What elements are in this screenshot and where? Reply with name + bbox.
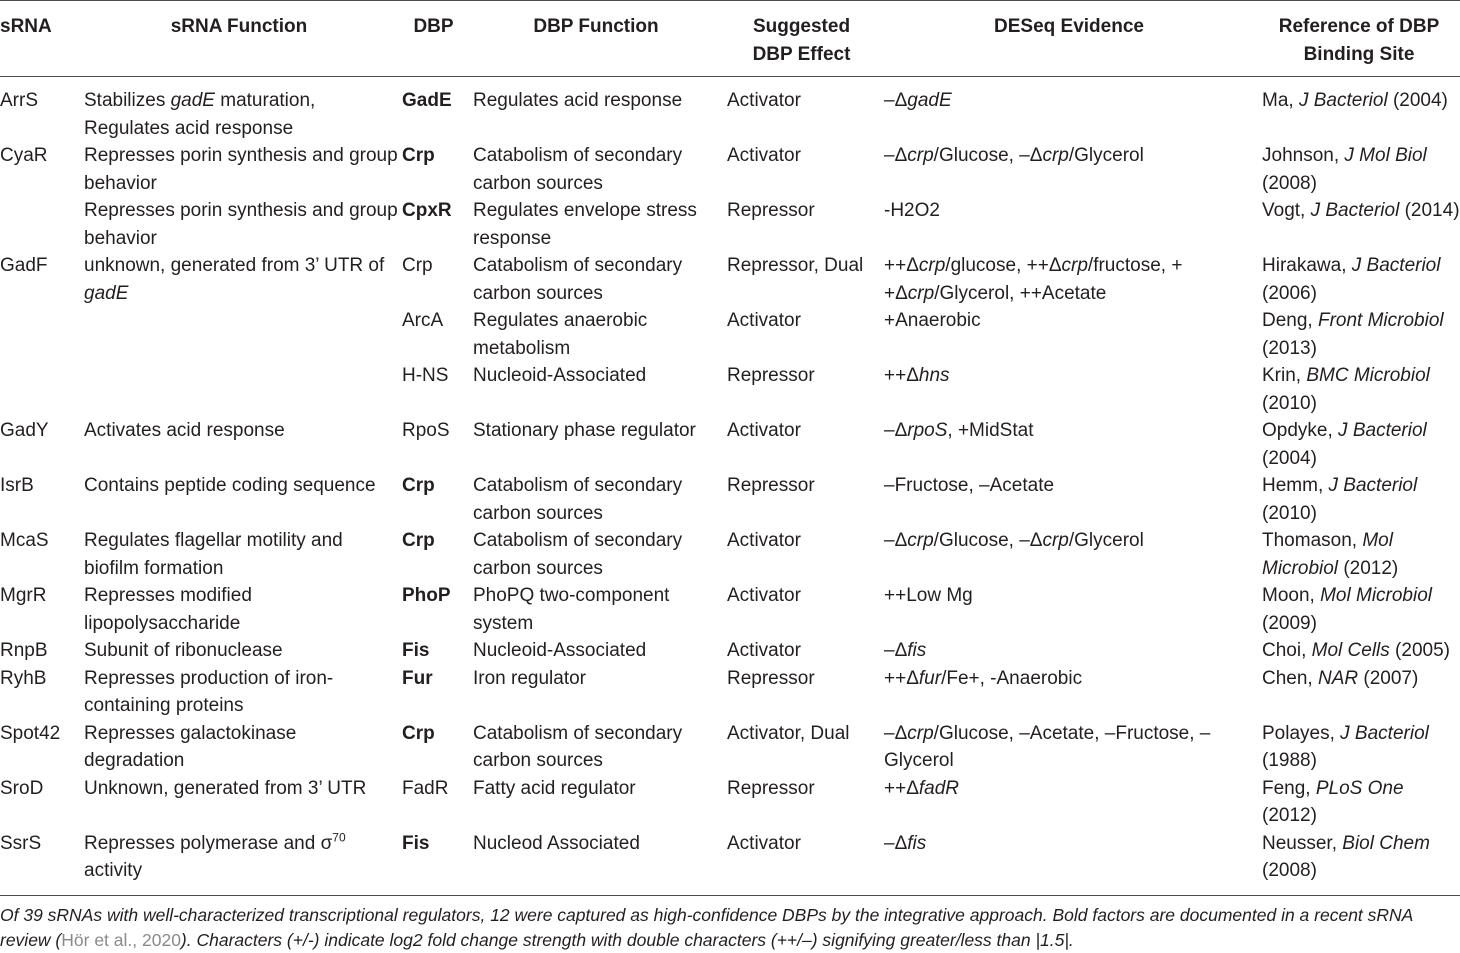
- ref-year: (2008): [1262, 172, 1317, 194]
- srna-cell: MgrR: [0, 585, 47, 606]
- deseq-evidence-cell: –Δcrp/Glucose, –Δcrp/Glycerol: [884, 145, 1144, 166]
- dbp-function-cell: PhoPQ two-component system: [473, 585, 670, 634]
- ref-journal: Mol Microbiol: [1320, 585, 1433, 606]
- table-row: [0, 527, 1460, 582]
- suggested-effect-cell: Repressor: [727, 365, 815, 386]
- dbp-function-cell: Stationary phase regulator: [473, 420, 696, 441]
- reference-cell: [1258, 77, 1460, 143]
- deseq-evidence-cell: –Δfis: [884, 832, 927, 854]
- dbp-function-cell: Nucleoid-Associated: [473, 365, 647, 386]
- ref-author: Krin,: [1262, 365, 1302, 386]
- dbp-function-cell: Catabolism of secondary carbon sources: [473, 722, 683, 771]
- ref-year: (2007): [1363, 667, 1419, 689]
- ref-year: (2008): [1262, 860, 1317, 881]
- ref-author: Feng,: [1262, 777, 1311, 799]
- srna-function-cell: Activates acid response: [84, 420, 285, 441]
- ref-author: Polayes,: [1262, 722, 1335, 744]
- ref-author: Opdyke,: [1262, 420, 1333, 441]
- table-row: [0, 142, 1460, 197]
- srna-cell: CyaR: [0, 145, 48, 166]
- dbp-cell: FadR: [402, 777, 449, 799]
- ref-year: (2012): [1262, 805, 1317, 826]
- reference-cell: [1258, 197, 1460, 252]
- ref-journal: BMC Microbiol: [1306, 365, 1430, 386]
- reference-cell: [1258, 637, 1460, 665]
- dbp-cell: Fis: [402, 640, 430, 661]
- ref-author: Choi,: [1262, 640, 1307, 661]
- dbp-cell: RpoS: [402, 420, 450, 441]
- reference-cell: [1258, 362, 1460, 417]
- header-srna: sRNA: [0, 16, 52, 37]
- ref-year: (2012): [1343, 557, 1399, 579]
- ref-year: (2004): [1262, 447, 1317, 469]
- srna-cell: RyhB: [0, 667, 47, 689]
- deseq-evidence-cell: –Δcrp/Glucose, –Δcrp/Glycerol: [884, 530, 1144, 551]
- footnote-text-before: Of 39 sRNAs with well-characterized transcriptional regulators, 12 were captured as high-confidence DBPs by the integrative approach. Bold factors are documented in a recent sRNA review (: [0, 905, 1413, 950]
- table-row: [0, 77, 1460, 143]
- ref-year: (2009): [1262, 612, 1317, 634]
- table-row: [0, 472, 1460, 527]
- ref-author: Johnson,: [1262, 145, 1340, 166]
- deseq-evidence-cell: -H2O2: [884, 200, 940, 221]
- deseq-evidence-cell: ++Low Mg: [884, 585, 973, 606]
- dbp-function-cell: Regulates acid response: [473, 90, 683, 111]
- srna-function-cell: Subunit of ribonuclease: [84, 640, 283, 661]
- header-dbp-function: DBP Function: [533, 16, 659, 37]
- ref-year: (2004): [1392, 90, 1448, 111]
- ref-author: Thomason,: [1262, 530, 1358, 551]
- table-row: [0, 362, 1460, 417]
- ref-year: (1988): [1262, 750, 1317, 771]
- srna-function-cell: unknown, generated from 3’ UTR of gadE: [84, 255, 385, 304]
- header-reference: Reference of DBP Binding Site: [1278, 16, 1440, 65]
- dbp-cell: Fur: [402, 667, 433, 689]
- suggested-effect-cell: Activator: [727, 640, 801, 661]
- ref-year: (2014): [1404, 200, 1460, 221]
- ref-journal: Biol Chem: [1342, 832, 1430, 854]
- deseq-evidence-cell: ++Δfur/Fe+, -Anaerobic: [884, 667, 1083, 689]
- srna-function-cell: Represses galactokinase degradation: [84, 722, 297, 771]
- ref-journal: J Bacteriol: [1338, 420, 1427, 441]
- deseq-evidence-cell: ++Δcrp/glucose, ++Δcrp/fructose, + +Δcrp/Glycerol, ++Acetate: [884, 255, 1183, 304]
- table-row: [0, 775, 1460, 830]
- dbp-function-cell: Catabolism of secondary carbon sources: [473, 475, 683, 524]
- dbp-cell: PhoP: [402, 585, 451, 606]
- srna-function-cell: Regulates flagellar motility and biofilm formation: [84, 530, 343, 579]
- ref-journal: PLoS One: [1315, 777, 1404, 799]
- reference-cell: [1258, 830, 1460, 896]
- dbp-cell: CpxR: [402, 200, 452, 221]
- footnote-citation-link[interactable]: Hör et al., 2020: [61, 930, 181, 950]
- srna-function-cell: [80, 307, 398, 362]
- srna-function-cell: Stabilizes gadE maturation, Regulates acid response: [84, 90, 316, 139]
- srna-function-cell: Represses production of iron-containing proteins: [84, 667, 334, 716]
- srna-function-cell: Contains peptide coding sequence: [84, 475, 376, 496]
- srna-cell: [0, 307, 80, 362]
- header-suggested-effect: Suggested DBP Effect: [752, 16, 851, 65]
- dbp-cell: GadE: [402, 90, 452, 111]
- dbp-function-cell: Nucleoid-Associated: [473, 640, 647, 661]
- srna-function-cell: [80, 362, 398, 417]
- deseq-evidence-cell: –ΔrpoS, +MidStat: [884, 420, 1034, 441]
- dbp-cell: Crp: [402, 145, 435, 166]
- table-row: [0, 307, 1460, 362]
- suggested-effect-cell: Repressor: [727, 777, 815, 799]
- srna-cell: SsrS: [0, 832, 42, 854]
- suggested-effect-cell: Activator: [727, 420, 801, 441]
- srna-cell: [0, 197, 80, 252]
- dbp-cell: ArcA: [402, 310, 444, 331]
- deseq-evidence-cell: –Δcrp/Glucose, –Acetate, –Fructose, –Glycerol: [884, 722, 1211, 771]
- ref-author: Hirakawa,: [1262, 255, 1347, 276]
- ref-journal: J Bacteriol: [1298, 90, 1388, 111]
- suggested-effect-cell: Repressor: [727, 475, 815, 496]
- dbp-function-cell: Catabolism of secondary carbon sources: [473, 255, 683, 304]
- ref-journal: J Bacteriol: [1340, 722, 1429, 744]
- reference-cell: [1258, 665, 1460, 720]
- srna-cell: IsrB: [0, 475, 34, 496]
- table-header-row: [0, 1, 1460, 77]
- ref-journal: NAR: [1317, 667, 1359, 689]
- footnote-text-after: ). Characters (+/-) indicate log2 fold change strength with double characters (++/–) signifying greater/less than |1.5|.: [180, 930, 1074, 950]
- suggested-effect-cell: Activator: [727, 530, 801, 551]
- ref-author: Hemm,: [1262, 475, 1324, 496]
- suggested-effect-cell: Activator: [727, 832, 801, 854]
- suggested-effect-cell: Repressor: [727, 200, 815, 221]
- table-row: [0, 417, 1460, 472]
- srna-function-cell: Represses porin synthesis and group behavior: [84, 200, 398, 249]
- srna-function-cell: Represses modified lipopolysaccharide: [84, 585, 252, 634]
- ref-journal: J Bacteriol: [1310, 200, 1400, 221]
- header-dbp: DBP: [413, 16, 454, 37]
- deseq-evidence-cell: –Δfis: [884, 640, 927, 661]
- dbp-function-cell: Nucleod Associated: [473, 832, 640, 854]
- dbp-function-cell: Iron regulator: [473, 667, 587, 689]
- ref-year: (2006): [1262, 282, 1317, 304]
- table-row: [0, 637, 1460, 665]
- suggested-effect-cell: Activator: [727, 310, 801, 331]
- dbp-cell: Fis: [402, 832, 430, 854]
- table-row: [0, 197, 1460, 252]
- dbp-cell: Crp: [402, 255, 433, 276]
- ref-author: Ma,: [1262, 90, 1294, 111]
- srna-function-cell: Unknown, generated from 3’ UTR: [84, 777, 367, 799]
- srna-cell: [0, 362, 80, 417]
- table-footnote: [0, 903, 1460, 953]
- table-row: [0, 252, 1460, 307]
- reference-cell: [1258, 307, 1460, 362]
- srna-cell: RnpB: [0, 640, 48, 661]
- table-body: [0, 77, 1460, 896]
- suggested-effect-cell: Activator, Dual: [727, 722, 850, 744]
- ref-author: Neusser,: [1262, 832, 1337, 854]
- ref-journal: Mol Cells: [1311, 640, 1390, 661]
- suggested-effect-cell: Activator: [727, 585, 801, 606]
- dbp-function-cell: Regulates anaerobic metabolism: [473, 310, 648, 359]
- header-deseq-evidence: DESeq Evidence: [994, 16, 1144, 37]
- table-row: [0, 665, 1460, 720]
- suggested-effect-cell: Repressor, Dual: [727, 255, 864, 276]
- ref-year: (2010): [1262, 392, 1317, 414]
- table-row: [0, 720, 1460, 775]
- srna-cell: SroD: [0, 777, 44, 799]
- deseq-evidence-cell: ++Δhns: [884, 365, 950, 386]
- reference-cell: [1258, 582, 1460, 637]
- dbp-function-cell: Catabolism of secondary carbon sources: [473, 145, 683, 194]
- srna-cell: McaS: [0, 530, 49, 551]
- ref-year: (2013): [1262, 337, 1317, 359]
- deseq-evidence-cell: ++ΔfadR: [884, 777, 960, 799]
- ref-author: Vogt,: [1262, 200, 1306, 221]
- reference-cell: [1258, 720, 1460, 775]
- ref-year: (2005): [1395, 640, 1450, 661]
- suggested-effect-cell: Repressor: [727, 667, 815, 689]
- srna-cell: ArrS: [0, 90, 38, 111]
- deseq-evidence-cell: –ΔgadE: [884, 90, 952, 111]
- dbp-cell: H-NS: [402, 365, 449, 386]
- header-srna-function: sRNA Function: [170, 16, 308, 37]
- srna-function-cell: Represses polymerase and $\sigma^{70}$ activity: [84, 830, 346, 881]
- reference-cell: [1258, 142, 1460, 197]
- srna-cell: Spot42: [0, 722, 61, 744]
- reference-cell: [1258, 417, 1460, 472]
- dbp-cell: Crp: [402, 722, 435, 744]
- dbp-function-cell: Regulates envelope stress response: [473, 200, 697, 249]
- ref-author: Chen,: [1262, 667, 1313, 689]
- ref-year: (2010): [1262, 502, 1317, 524]
- reference-cell: [1258, 472, 1460, 527]
- ref-journal: J Bacteriol: [1328, 475, 1418, 496]
- ref-journal: Front Microbiol: [1317, 310, 1444, 331]
- ref-journal: Mol Microbiol: [1262, 530, 1393, 579]
- reference-cell: [1258, 775, 1460, 830]
- reference-cell: [1258, 527, 1460, 582]
- suggested-effect-cell: Activator: [727, 145, 801, 166]
- ref-author: Moon,: [1262, 585, 1315, 606]
- ref-journal: J Bacteriol: [1351, 255, 1441, 276]
- suggested-effect-cell: Activator: [727, 90, 801, 111]
- table-row: [0, 582, 1460, 637]
- dbp-function-cell: Catabolism of secondary carbon sources: [473, 530, 683, 579]
- srna-cell: GadY: [0, 420, 49, 441]
- dbp-function-cell: Fatty acid regulator: [473, 777, 636, 799]
- dbp-cell: Crp: [402, 475, 435, 496]
- deseq-evidence-cell: –Fructose, –Acetate: [884, 475, 1055, 496]
- ref-journal: J Mol Biol: [1344, 145, 1427, 166]
- ref-author: Deng,: [1262, 310, 1313, 331]
- reference-cell: [1258, 252, 1460, 307]
- table-row: [0, 830, 1460, 896]
- deseq-evidence-cell: +Anaerobic: [884, 310, 981, 331]
- dbp-cell: Crp: [402, 530, 435, 551]
- srna-cell: GadF: [0, 255, 48, 276]
- srna-function-cell: Represses porin synthesis and group behavior: [84, 145, 398, 194]
